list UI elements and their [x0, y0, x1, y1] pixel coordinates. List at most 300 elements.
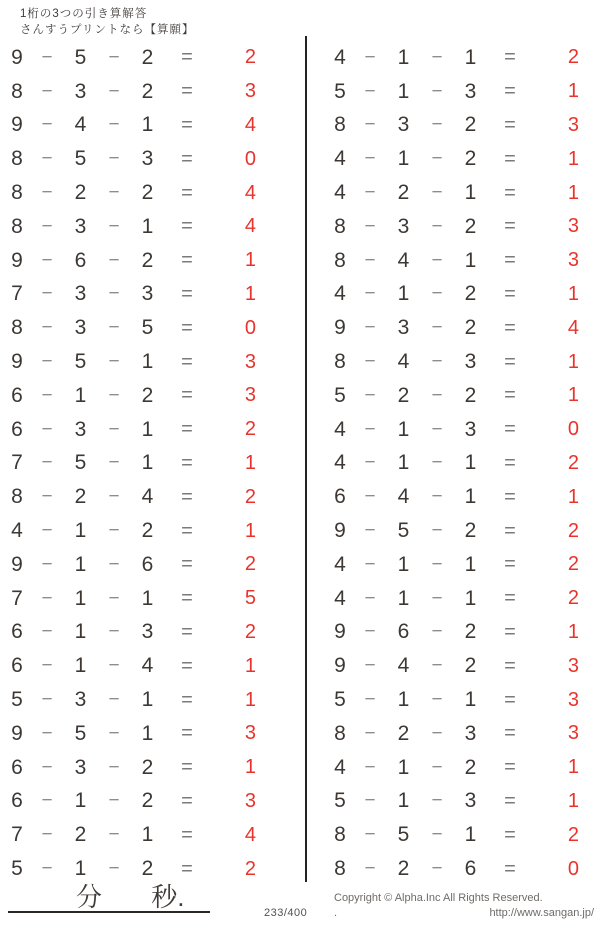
- operand-1: 6: [11, 417, 23, 441]
- answer-value: 4: [244, 823, 256, 846]
- answer-value: 1: [567, 282, 579, 305]
- page-number: 233/400: [264, 907, 308, 919]
- copyright-text: Copyright © Alpha.Inc All Rights Reserved.: [334, 892, 543, 904]
- operand-3: 1: [141, 586, 154, 610]
- answer-value: 1: [567, 147, 579, 170]
- equation-row: [327, 278, 599, 312]
- answer-value: 4: [244, 181, 256, 204]
- operand-3: 2: [464, 113, 477, 137]
- equals-sign: =: [181, 553, 193, 576]
- operand-1: 4: [334, 417, 346, 441]
- minus-sign: −: [108, 655, 120, 677]
- operand-1: 9: [11, 552, 23, 576]
- operand-3: 2: [141, 45, 154, 69]
- equals-sign: =: [181, 654, 193, 677]
- operand-1: 8: [334, 248, 346, 272]
- operand-2: 5: [74, 45, 87, 69]
- minus-sign: −: [108, 689, 120, 711]
- operand-1: 9: [334, 519, 346, 543]
- answer-value: 2: [244, 553, 256, 576]
- worksheet-title: 1桁の3つの引き算解答: [20, 8, 148, 20]
- operand-1: 9: [11, 248, 23, 272]
- operand-3: 1: [141, 451, 154, 475]
- equation-row: [4, 616, 276, 650]
- minus-sign: −: [41, 114, 53, 136]
- minus-sign: −: [364, 317, 376, 339]
- minus-sign: −: [364, 553, 376, 575]
- minus-sign: −: [364, 824, 376, 846]
- minus-sign: −: [108, 148, 120, 170]
- equals-sign: =: [181, 46, 193, 69]
- equals-sign: =: [181, 587, 193, 610]
- equation-row: [327, 109, 599, 143]
- operand-2: 3: [74, 282, 87, 306]
- operand-2: 3: [74, 79, 87, 103]
- minus-sign: −: [41, 486, 53, 508]
- equals-sign: =: [181, 823, 193, 846]
- equals-sign: =: [181, 316, 193, 339]
- operand-3: 2: [141, 181, 154, 205]
- minus-sign: −: [431, 858, 443, 880]
- minus-sign: −: [41, 520, 53, 542]
- equation-row: [327, 244, 599, 278]
- minus-sign: −: [364, 689, 376, 711]
- minus-sign: −: [108, 351, 120, 373]
- equals-sign: =: [504, 181, 516, 204]
- equation-row: [4, 447, 276, 481]
- minus-sign: −: [41, 655, 53, 677]
- answer-value: 1: [244, 282, 256, 305]
- worksheet-header: [20, 7, 195, 38]
- operand-1: 9: [334, 316, 346, 340]
- equations-column-left: [4, 41, 276, 886]
- equals-sign: =: [504, 688, 516, 711]
- operand-1: 7: [11, 451, 23, 475]
- equation-row: [327, 447, 599, 481]
- answer-value: 1: [567, 80, 579, 103]
- minus-sign: −: [431, 486, 443, 508]
- operand-1: 7: [11, 282, 23, 306]
- operand-1: 8: [11, 147, 23, 171]
- minus-sign: −: [108, 587, 120, 609]
- operand-2: 1: [74, 519, 87, 543]
- minus-sign: −: [41, 689, 53, 711]
- equals-sign: =: [181, 688, 193, 711]
- answer-value: 1: [244, 249, 256, 272]
- operand-2: 5: [74, 451, 87, 475]
- operand-2: 1: [397, 417, 410, 441]
- operand-2: 3: [74, 316, 87, 340]
- equation-row: [4, 345, 276, 379]
- minus-sign: −: [364, 283, 376, 305]
- minus-sign: −: [41, 587, 53, 609]
- minus-sign: −: [431, 317, 443, 339]
- equals-sign: =: [504, 789, 516, 812]
- answer-value: 3: [244, 80, 256, 103]
- answer-value: 3: [244, 350, 256, 373]
- equations-column-right: [327, 41, 599, 886]
- operand-1: 9: [11, 721, 23, 745]
- answer-value: 2: [567, 553, 579, 576]
- minus-sign: −: [41, 858, 53, 880]
- equals-sign: =: [504, 249, 516, 272]
- equals-sign: =: [504, 485, 516, 508]
- operand-2: 1: [74, 620, 87, 644]
- operand-2: 6: [397, 620, 410, 644]
- minus-sign: −: [41, 418, 53, 440]
- minus-sign: −: [431, 621, 443, 643]
- equals-sign: =: [504, 857, 516, 880]
- minus-sign: −: [41, 756, 53, 778]
- minus-sign: −: [431, 520, 443, 542]
- equals-sign: =: [504, 756, 516, 779]
- operand-3: 1: [141, 823, 154, 847]
- minus-sign: −: [364, 249, 376, 271]
- operand-2: 6: [74, 248, 87, 272]
- operand-1: 8: [334, 721, 346, 745]
- minus-sign: −: [431, 553, 443, 575]
- operand-3: 2: [141, 519, 154, 543]
- answer-value: 0: [567, 418, 579, 441]
- answer-value: 1: [244, 688, 256, 711]
- answer-value: 3: [567, 654, 579, 677]
- answer-value: 4: [244, 215, 256, 238]
- minus-sign: −: [108, 621, 120, 643]
- minus-sign: −: [364, 621, 376, 643]
- minus-sign: −: [364, 46, 376, 68]
- operand-2: 1: [74, 586, 87, 610]
- equation-row: [327, 649, 599, 683]
- minus-sign: −: [108, 249, 120, 271]
- operand-2: 1: [397, 45, 410, 69]
- equals-sign: =: [181, 249, 193, 272]
- minus-sign: −: [108, 486, 120, 508]
- operand-1: 5: [334, 688, 346, 712]
- operand-3: 4: [141, 485, 154, 509]
- operand-1: 5: [11, 688, 23, 712]
- operand-3: 3: [464, 79, 477, 103]
- equals-sign: =: [504, 113, 516, 136]
- equation-row: [327, 548, 599, 582]
- equation-row: [327, 616, 599, 650]
- operand-2: 5: [397, 823, 410, 847]
- equation-row: [4, 818, 276, 852]
- minus-sign: −: [108, 317, 120, 339]
- operand-1: 8: [334, 350, 346, 374]
- equals-sign: =: [181, 350, 193, 373]
- operand-3: 1: [141, 688, 154, 712]
- answer-value: 0: [567, 857, 579, 880]
- minus-sign: −: [41, 722, 53, 744]
- time-record-line: [8, 884, 210, 913]
- equation-row: [4, 413, 276, 447]
- operand-2: 1: [74, 654, 87, 678]
- operand-2: 2: [397, 181, 410, 205]
- equals-sign: =: [504, 384, 516, 407]
- equation-row: [327, 413, 599, 447]
- answer-value: 3: [567, 722, 579, 745]
- operand-1: 4: [334, 451, 346, 475]
- operand-2: 1: [397, 789, 410, 813]
- minus-sign: −: [41, 80, 53, 102]
- operand-2: 1: [397, 552, 410, 576]
- minus-sign: −: [41, 824, 53, 846]
- operand-3: 6: [464, 857, 477, 881]
- answer-value: 2: [244, 857, 256, 880]
- answer-value: 2: [567, 519, 579, 542]
- operand-1: 8: [11, 485, 23, 509]
- minus-sign: −: [108, 384, 120, 406]
- operand-3: 2: [141, 755, 154, 779]
- operand-3: 2: [464, 620, 477, 644]
- minus-sign: −: [41, 283, 53, 305]
- operand-3: 2: [464, 147, 477, 171]
- minus-sign: −: [41, 215, 53, 237]
- operand-3: 2: [464, 519, 477, 543]
- equation-row: [327, 75, 599, 109]
- minus-sign: −: [364, 182, 376, 204]
- equals-sign: =: [504, 350, 516, 373]
- equation-row: [4, 785, 276, 819]
- minus-sign: −: [431, 655, 443, 677]
- copyright-block: [334, 891, 594, 921]
- minus-sign: −: [108, 182, 120, 204]
- equation-row: [4, 717, 276, 751]
- operand-3: 4: [141, 654, 154, 678]
- minus-sign: −: [364, 114, 376, 136]
- minus-sign: −: [431, 384, 443, 406]
- operand-1: 8: [11, 214, 23, 238]
- equation-row: [327, 311, 599, 345]
- operand-2: 5: [74, 350, 87, 374]
- operand-2: 1: [74, 552, 87, 576]
- equation-row: [4, 548, 276, 582]
- minus-sign: −: [364, 655, 376, 677]
- operand-1: 4: [11, 519, 23, 543]
- equals-sign: =: [181, 282, 193, 305]
- equals-sign: =: [181, 384, 193, 407]
- answer-value: 2: [244, 46, 256, 69]
- answer-value: 1: [567, 181, 579, 204]
- minus-sign: −: [364, 722, 376, 744]
- equals-sign: =: [504, 80, 516, 103]
- minutes-label: 分: [76, 882, 103, 912]
- equation-row: [327, 176, 599, 210]
- operand-2: 5: [397, 519, 410, 543]
- operand-3: 2: [464, 755, 477, 779]
- minus-sign: −: [431, 80, 443, 102]
- minus-sign: −: [431, 249, 443, 271]
- operand-3: 1: [464, 45, 477, 69]
- equation-row: [327, 852, 599, 886]
- minus-sign: −: [108, 215, 120, 237]
- operand-1: 5: [334, 383, 346, 407]
- operand-3: 2: [464, 316, 477, 340]
- answer-value: 1: [567, 620, 579, 643]
- answer-value: 3: [567, 249, 579, 272]
- operand-1: 4: [334, 552, 346, 576]
- minus-sign: −: [108, 418, 120, 440]
- copyright-dot: .: [334, 907, 338, 919]
- equation-row: [4, 41, 276, 75]
- minus-sign: −: [108, 553, 120, 575]
- operand-1: 7: [11, 586, 23, 610]
- minus-sign: −: [41, 790, 53, 812]
- operand-1: 6: [11, 383, 23, 407]
- equation-row: [4, 582, 276, 616]
- equals-sign: =: [181, 620, 193, 643]
- equals-sign: =: [181, 451, 193, 474]
- operand-3: 1: [464, 552, 477, 576]
- equation-row: [327, 717, 599, 751]
- answer-value: 3: [244, 384, 256, 407]
- minus-sign: −: [364, 520, 376, 542]
- operand-3: 3: [464, 789, 477, 813]
- equals-sign: =: [504, 519, 516, 542]
- operand-2: 1: [397, 586, 410, 610]
- equals-sign: =: [504, 282, 516, 305]
- operand-2: 3: [74, 755, 87, 779]
- operand-1: 8: [334, 823, 346, 847]
- equation-row: [4, 244, 276, 278]
- operand-3: 2: [141, 383, 154, 407]
- equals-sign: =: [181, 519, 193, 542]
- equals-sign: =: [181, 215, 193, 238]
- operand-1: 4: [334, 147, 346, 171]
- equation-row: [4, 480, 276, 514]
- operand-1: 9: [334, 620, 346, 644]
- equation-row: [327, 683, 599, 717]
- equals-sign: =: [504, 620, 516, 643]
- operand-1: 8: [334, 113, 346, 137]
- operand-2: 1: [74, 383, 87, 407]
- operand-2: 4: [397, 350, 410, 374]
- minus-sign: −: [431, 215, 443, 237]
- minus-sign: −: [431, 46, 443, 68]
- answer-value: 3: [244, 789, 256, 812]
- minus-sign: −: [108, 283, 120, 305]
- minus-sign: −: [364, 452, 376, 474]
- operand-3: 1: [464, 688, 477, 712]
- minus-sign: −: [431, 587, 443, 609]
- operand-3: 6: [141, 552, 154, 576]
- minus-sign: −: [364, 756, 376, 778]
- equation-row: [327, 480, 599, 514]
- answer-value: 1: [567, 756, 579, 779]
- equals-sign: =: [181, 113, 193, 136]
- answer-value: 1: [244, 756, 256, 779]
- equals-sign: =: [181, 80, 193, 103]
- equals-sign: =: [504, 553, 516, 576]
- operand-2: 1: [74, 857, 87, 881]
- minus-sign: −: [364, 384, 376, 406]
- operand-1: 8: [334, 214, 346, 238]
- minus-sign: −: [364, 148, 376, 170]
- operand-3: 3: [464, 721, 477, 745]
- answer-value: 1: [567, 384, 579, 407]
- equals-sign: =: [181, 789, 193, 812]
- equals-sign: =: [504, 451, 516, 474]
- minus-sign: −: [431, 452, 443, 474]
- operand-2: 2: [397, 857, 410, 881]
- answer-value: 2: [567, 451, 579, 474]
- minus-sign: −: [108, 452, 120, 474]
- answer-value: 3: [567, 688, 579, 711]
- operand-1: 5: [11, 857, 23, 881]
- operand-1: 6: [11, 789, 23, 813]
- answer-value: 3: [244, 722, 256, 745]
- operand-1: 7: [11, 823, 23, 847]
- equals-sign: =: [504, 418, 516, 441]
- operand-1: 6: [11, 654, 23, 678]
- minus-sign: −: [364, 587, 376, 609]
- minus-sign: −: [431, 418, 443, 440]
- equation-row: [4, 311, 276, 345]
- minus-sign: −: [108, 790, 120, 812]
- answer-value: 1: [244, 451, 256, 474]
- operand-3: 2: [464, 654, 477, 678]
- operand-2: 3: [74, 688, 87, 712]
- operand-2: 1: [397, 147, 410, 171]
- operand-2: 3: [397, 113, 410, 137]
- answer-value: 3: [567, 215, 579, 238]
- operand-3: 3: [464, 350, 477, 374]
- minus-sign: −: [431, 790, 443, 812]
- minus-sign: −: [41, 351, 53, 373]
- answer-value: 1: [567, 485, 579, 508]
- equation-row: [4, 210, 276, 244]
- equals-sign: =: [504, 215, 516, 238]
- operand-1: 8: [11, 316, 23, 340]
- equation-row: [327, 514, 599, 548]
- minus-sign: −: [108, 520, 120, 542]
- operand-1: 6: [11, 620, 23, 644]
- answer-value: 0: [244, 316, 256, 339]
- answer-value: 3: [567, 113, 579, 136]
- answer-value: 2: [244, 418, 256, 441]
- operand-1: 8: [334, 857, 346, 881]
- minus-sign: −: [41, 384, 53, 406]
- operand-2: 4: [74, 113, 87, 137]
- operand-3: 3: [141, 282, 154, 306]
- operand-3: 1: [464, 586, 477, 610]
- minus-sign: −: [431, 824, 443, 846]
- operand-3: 1: [141, 214, 154, 238]
- minus-sign: −: [108, 722, 120, 744]
- minus-sign: −: [41, 148, 53, 170]
- operand-1: 4: [334, 586, 346, 610]
- operand-2: 2: [74, 823, 87, 847]
- operand-2: 1: [397, 755, 410, 779]
- equation-row: [4, 142, 276, 176]
- equation-row: [4, 649, 276, 683]
- operand-2: 1: [397, 282, 410, 306]
- equation-row: [4, 852, 276, 886]
- equals-sign: =: [504, 823, 516, 846]
- operand-2: 1: [74, 789, 87, 813]
- operand-3: 1: [141, 350, 154, 374]
- answer-value: 1: [567, 789, 579, 812]
- minus-sign: −: [108, 80, 120, 102]
- equals-sign: =: [504, 147, 516, 170]
- operand-2: 4: [397, 485, 410, 509]
- operand-3: 1: [141, 113, 154, 137]
- answer-value: 5: [244, 587, 256, 610]
- operand-3: 1: [464, 248, 477, 272]
- equation-row: [4, 278, 276, 312]
- minus-sign: −: [364, 351, 376, 373]
- minus-sign: −: [364, 418, 376, 440]
